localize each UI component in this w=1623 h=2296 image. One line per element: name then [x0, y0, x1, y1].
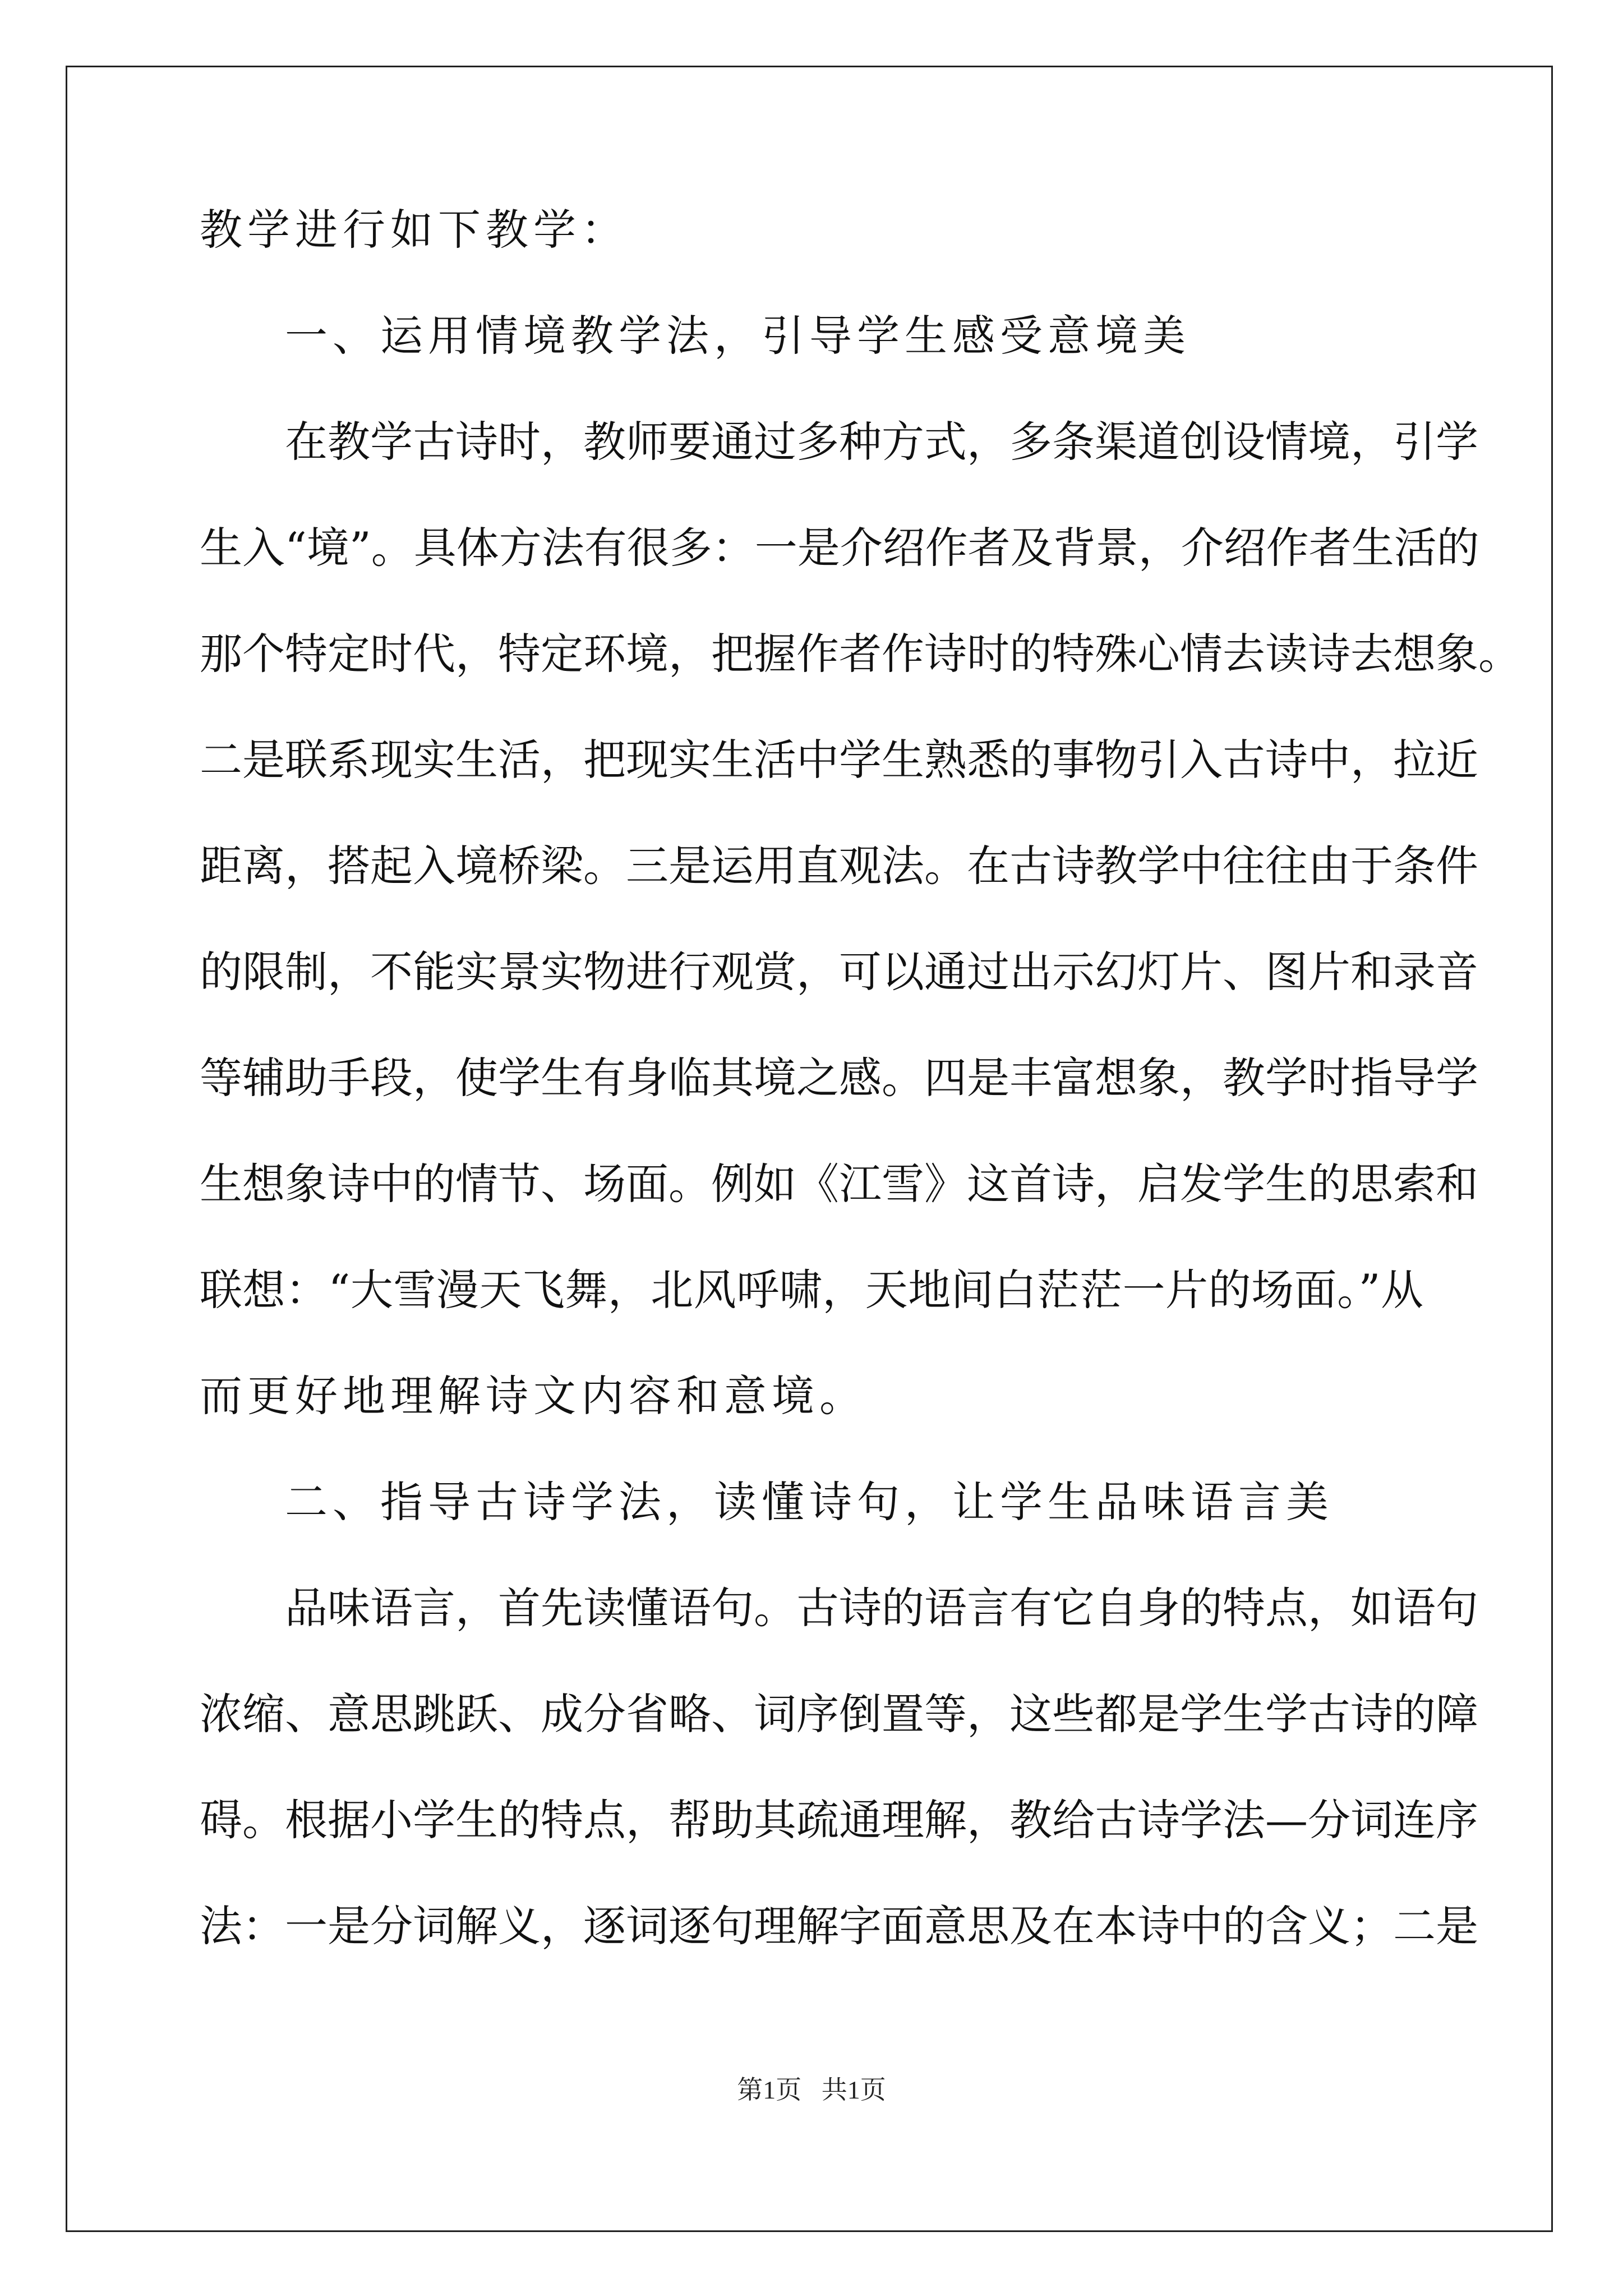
page-number: 第1页 [737, 2076, 802, 2104]
text-line: 教学进行如下教学： [200, 205, 629, 255]
text-line: 碍。根据小学生的特点，帮助其疏通理解，教给古诗学法—分词连序 [200, 1795, 1478, 1845]
text-line: 生想象诗中的情节、场面。例如《江雪》这首诗，启发学生的思索和 [200, 1159, 1478, 1209]
text-line: 等辅助手段，使学生有身临其境之感。四是丰富想象，教学时指导学 [200, 1053, 1478, 1103]
text-line: 距离，搭起入境桥梁。三是运用直观法。在古诗教学中往往由于条件 [200, 841, 1478, 891]
section-heading: 一、运用情境教学法，引导学生感受意境美 [285, 311, 1191, 361]
text-line: 二是联系现实生活，把现实生活中学生熟悉的事物引入古诗中，拉近 [200, 735, 1478, 785]
text-line: 在教学古诗时，教师要通过多种方式，多条渠道创设情境，引学 [285, 417, 1478, 467]
text-line: 联想：“大雪漫天飞舞，北风呼啸，天地间白茫茫一片的场面。”从 [200, 1265, 1423, 1315]
text-line: 而更好地理解诗文内容和意境。 [200, 1371, 867, 1421]
text-line: 生入“境”。具体方法有很多：一是介绍作者及背景，介绍作者生活的 [200, 523, 1479, 573]
page-total: 共1页 [821, 2076, 886, 2104]
text-line: 的限制，不能实景实物进行观赏，可以通过出示幻灯片、图片和录音 [200, 947, 1478, 997]
page-footer [0, 2074, 1623, 2106]
text-line: 法：一是分词解义，逐词逐句理解字面意思及在本诗中的含义；二是 [200, 1901, 1478, 1951]
section-heading: 二、指导古诗学法，读懂诗句，让学生品味语言美 [285, 1477, 1334, 1527]
text-line: 浓缩、意思跳跃、成分省略、词序倒置等，这些都是学生学古诗的障 [200, 1689, 1478, 1739]
text-line: 那个特定时代，特定环境，把握作者作诗时的特殊心情去读诗去想象。 [200, 629, 1521, 679]
text-line: 品味语言，首先读懂语句。古诗的语言有它自身的特点，如语句 [285, 1583, 1478, 1633]
